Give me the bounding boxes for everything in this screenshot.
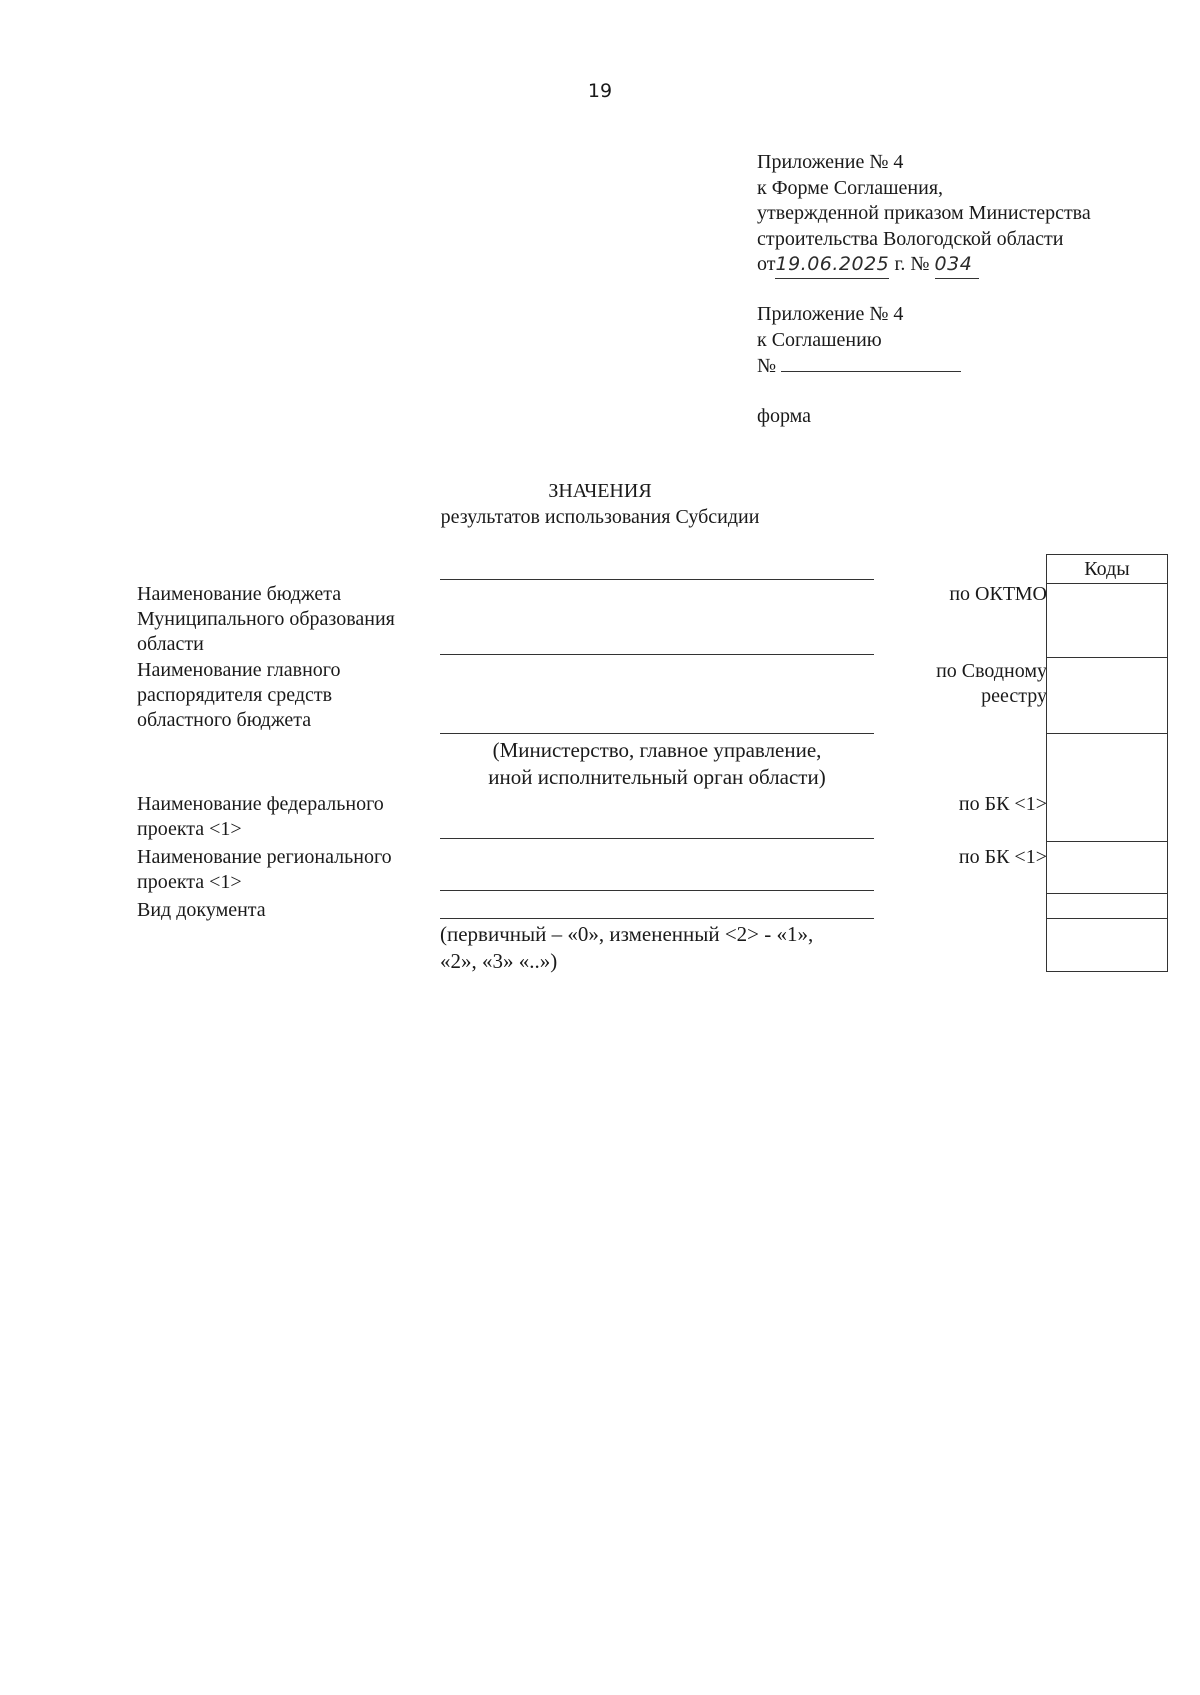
date-prefix: от — [757, 253, 776, 275]
federal-project-label — [137, 792, 384, 842]
codes-row-divider — [1047, 657, 1167, 658]
regional-label-line1: Наименование регионального — [137, 846, 392, 868]
annex-agreement-block — [757, 302, 961, 380]
oktmo-label: по ОКТМО — [949, 583, 1047, 605]
federal-label-line2: проекта <1> — [137, 818, 242, 840]
codes-row-divider — [1047, 893, 1167, 894]
svod-label-line2: реестру — [981, 685, 1047, 707]
budget-fill-line-1 — [440, 579, 874, 580]
codes-row-divider — [1047, 841, 1167, 842]
number-prefix: г. № — [894, 253, 930, 275]
annex-form-line4: строительства Вологодской области — [757, 227, 1064, 250]
form-word: форма — [757, 405, 812, 427]
doc-type-label: Вид документа — [137, 899, 266, 921]
annex-form-line2: к Форме Соглашения, — [757, 176, 944, 199]
regional-fill-line — [440, 890, 874, 891]
annex-form-line1: Приложение № 4 — [757, 151, 904, 173]
codes-header: Коды — [1047, 555, 1167, 584]
codes-row-divider — [1047, 733, 1167, 734]
page-number: 19 — [587, 80, 613, 102]
annex-form-line3: утвержденной приказом Министерства — [757, 202, 1091, 224]
regional-label-line2: проекта <1> — [137, 871, 242, 893]
title-main: ЗНАЧЕНИЯ — [548, 480, 652, 502]
agreement-number-blank — [781, 353, 961, 372]
title-sub: результатов использования Субсидии — [440, 506, 760, 528]
annex-agreement-number-line — [757, 353, 961, 380]
codes-table — [1046, 554, 1168, 972]
doc-type-note-line2: «2», «3» «..») — [440, 949, 558, 973]
doc-type-note-line1: (первичный – «0», измененный <2> - «1», — [440, 922, 814, 946]
annex-agreement-line1: Приложение № 4 — [757, 303, 904, 325]
budget-label — [137, 582, 395, 657]
distributor-fill-line — [440, 733, 874, 734]
annex-agreement-line2: к Соглашению — [757, 328, 882, 351]
agreement-number-prefix: № — [757, 355, 777, 377]
ministry-note — [440, 737, 874, 791]
distributor-label-line2: распорядителя средств — [137, 684, 333, 706]
budget-label-line2: Муниципального образования — [137, 608, 395, 630]
annex-form-date-line — [757, 252, 1091, 279]
codes-row-divider — [1047, 918, 1167, 919]
bk-label-regional: по БК <1> — [958, 846, 1047, 868]
budget-fill-line-2 — [440, 654, 874, 655]
budget-label-line3: области — [137, 633, 204, 655]
document-title — [0, 478, 1200, 530]
distributor-label-line1: Наименование главного — [137, 659, 341, 681]
doc-type-note — [440, 921, 813, 975]
distributor-label-line3: областного бюджета — [137, 709, 312, 731]
federal-fill-line — [440, 838, 874, 839]
bk-label-federal: по БК <1> — [958, 793, 1047, 815]
handwritten-date: 19.06.2025 — [775, 252, 889, 279]
ministry-note-line1: (Министерство, главное управление, — [492, 738, 822, 762]
distributor-label — [137, 658, 341, 733]
doc-type-fill-line — [440, 918, 874, 919]
ministry-note-line2: иной исполнительный орган области) — [488, 765, 826, 789]
handwritten-number: 034 — [935, 252, 979, 279]
federal-label-line1: Наименование федерального — [137, 793, 384, 815]
svod-reestr-label — [936, 659, 1047, 709]
regional-project-label — [137, 845, 392, 895]
svod-label-line1: по Сводному — [936, 660, 1047, 682]
budget-label-line1: Наименование бюджета — [137, 583, 342, 605]
annex-form-block — [757, 150, 1091, 279]
